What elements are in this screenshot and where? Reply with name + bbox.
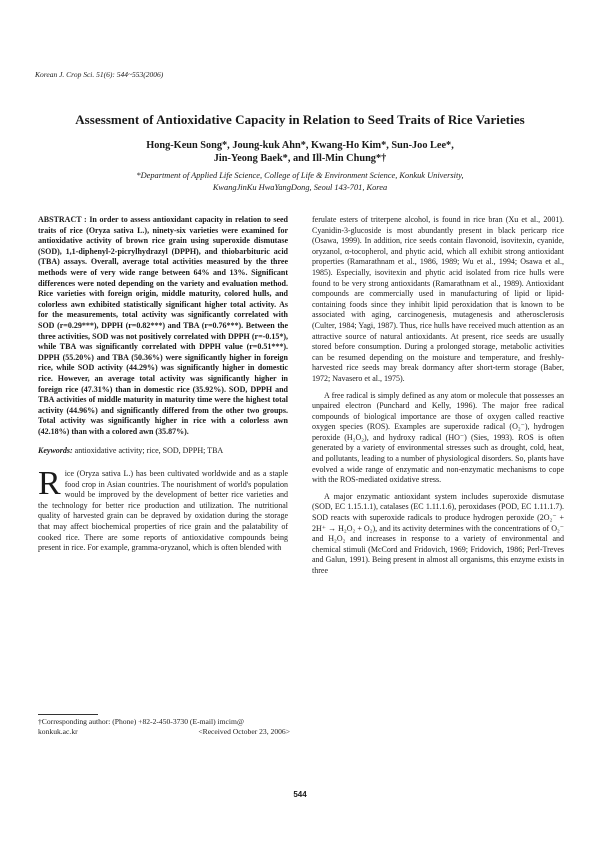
introduction-text: ice (Oryza sativa L.) has been cultivated worldwide and as a staple food crop in Asian countries. The nourishment of world's population would be improved by the development of better rice varieties and the technology for better rice production and utilization. The nutritional quality of harvested grain can be depraved by oxidation during the storage that may affect biochemical properties of rice grain and the palatability of cooked rice. There are some reports of antioxidative compounds being present in rice. For example, gramma-oryzanol, which is often blended with [38, 469, 288, 553]
footnote-divider [38, 714, 98, 715]
footnote-email: konkuk.ac.kr [38, 727, 78, 736]
affiliation [60, 170, 540, 193]
body-paragraph-3: A major enzymatic antioxidant system includes superoxide dismutase (SOD, EC 1.15.1.1), catalases (EC 1.11.1.6), peroxidases (POD, EC 1.11.1.7). SOD reacts with superoxide radicals to produce hydrogen peroxide (2O₂⁻ + 2H⁺ → H₂O₂ + O₂), and its activity determines with the concentrations of O₂⁻ and H₂O₂ and increases in response to a variety of environmental and chemical stimuli (McCord and Fridovich, 1969; Fridovich, 1986; Perl-Treves and Galun, 1991). Being present in almost all organisms, this enzyme exists in three [312, 491, 564, 575]
footnote-row-2 [38, 727, 290, 737]
footnote-corresponding: †Corresponding author: (Phone) +82-2-450-3730 (E-mail) imcim@ [38, 717, 244, 726]
author-list [80, 139, 520, 165]
journal-citation: Korean J. Crop Sci. 51(6): 544~553(2006) [35, 70, 164, 79]
authors-line-2: Jin-Yeong Baek*, and Ill-Min Chung*† [213, 153, 387, 164]
right-column [312, 215, 564, 577]
abstract [38, 215, 288, 437]
paper-title: Assessment of Antioxidative Capacity in Relation to Seed Traits of Rice Varieties [75, 112, 525, 127]
keywords-text: antioxidative activity; rice, SOD, DPPH; TBA [72, 446, 224, 456]
authors-line-1: Hong-Keun Song*, Joung-kuk Ahn*, Kwang-Ho Kim*, Sun-Joo Lee*, [146, 140, 454, 151]
affiliation-line-1: *Department of Applied Life Science, College of Life & Environment Science, Konkuk University, [136, 171, 464, 180]
footnote-received-date: <Received October 23, 2006> [198, 727, 290, 736]
introduction [38, 465, 288, 554]
body-paragraph-1: ferulate esters of triterpene alcohol, is found in rice bran (Xu et al., 2001). Cyanidin-3-glucoside is most abundantly present in black pericarp rice (Osawa, 1999). In addition, rice seeds contain flavonoid, isovitexin, cyanide, oryzanol, α-tocopherol, and phytic acid, which all exhibit strong antioxidant properties (Ramarathnam et al., 1986, 1989; Wu et al., 1994; Osawa et al., 1985). Especially, isovitexin and phytic acid isolated from rice hulls were found to be very strong antioxidants (Ramarathnam et al., 1989). Antioxidant compounds are commercially used in manufacturing of lipid or lipid-containing foods since they inhibit lipid peroxidation that is known to be associated with aging, carcinogenesis, mutagenesis and atherosclerosis (Culter, 1984; Yagi, 1987). Thus, rice hulls have received much attention as an attractive source of natural antioxidants. At present, rice seeds are usually stored before consumption. During a prolonged storage, metabolic activities can be resumed depending on the moisture and temperature, and freshly-harvested rice seeds may break dormancy after short-term storage (Baber, 1972; Navasero et al., 1975). [312, 215, 564, 383]
drop-cap: R [38, 465, 61, 503]
footnote [38, 717, 290, 737]
keywords [38, 446, 288, 457]
left-column [38, 215, 288, 554]
abstract-text: In order to assess antioxidant capacity in relation to seed traits of rice (Oryza sativa L.), ninety-six varieties were examined for antioxidative activity of brown rice grain using superoxide dismutase (SOD), 1,1-diphenyl-2-picrylhydrazyl (DPPH), and thiobarbituric acid (TBA) assays. Overall, average total activities measured by the three methods were of very wide range between 64% and 13%. Significant differences were noted depending on the variety and evaluation method. Rice varieties with foreign origin, middle maturity, colored hulls, and colorless awn exhibited statistically significant higher total activity. As for the measurements, total activity was significantly correlated with SOD (r=0.29***), DPPH (r=0.82***) and TBA (r=0.76***). Between the three activities, SOD was not positively correlated with DPPH (r=-0.15*), while TBA was significantly correlated with DPPH value (r=0.51***). DPPH (55.20%) and TBA (50.36%) were significantly higher in foreign rice, while SOD activity (44.29%) was significantly higher in domestic rice. However, an average total activity was significantly higher in foreign rice (47.31%) than in domestic rice (35.92%). SOD, DPPH and TBA activities of middle maturity in maturity time were the highest total activity (44.96%) and significantly differed from the other two groups. Total activity was significantly higher in rice with a colorless awn (42.18%) than with a colored awn (35.87%). [38, 215, 289, 436]
body-paragraph-2: A free radical is simply defined as any atom or molecule that possesses an unpaired electron (Punchard and Kelly, 1996). The major free radical compounds of biological importance are those of oxygen called reactive oxygen species (ROS). Examples are superoxide radical (O₂⁻), hydrogen peroxide (H₂O₂), and hydroxy radical (HO⁻) (Sies, 1993). ROS is often generated by a variety of environmental stresses such as drought, cold, heat, and pollutants, leading to a number of physiological disorders. So, plants have evolved a wide range of enzymatic and non-enzymatic mechanisms to cope with the ROS-mediated oxidative stress. [312, 390, 564, 485]
abstract-label: ABSTRACT : [38, 215, 87, 224]
affiliation-line-2: KwangJinKu HwaYangDong, Seoul 143-701, Korea [212, 182, 388, 192]
keywords-label: Keywords: [38, 446, 73, 456]
page-number: 544 [293, 790, 307, 799]
